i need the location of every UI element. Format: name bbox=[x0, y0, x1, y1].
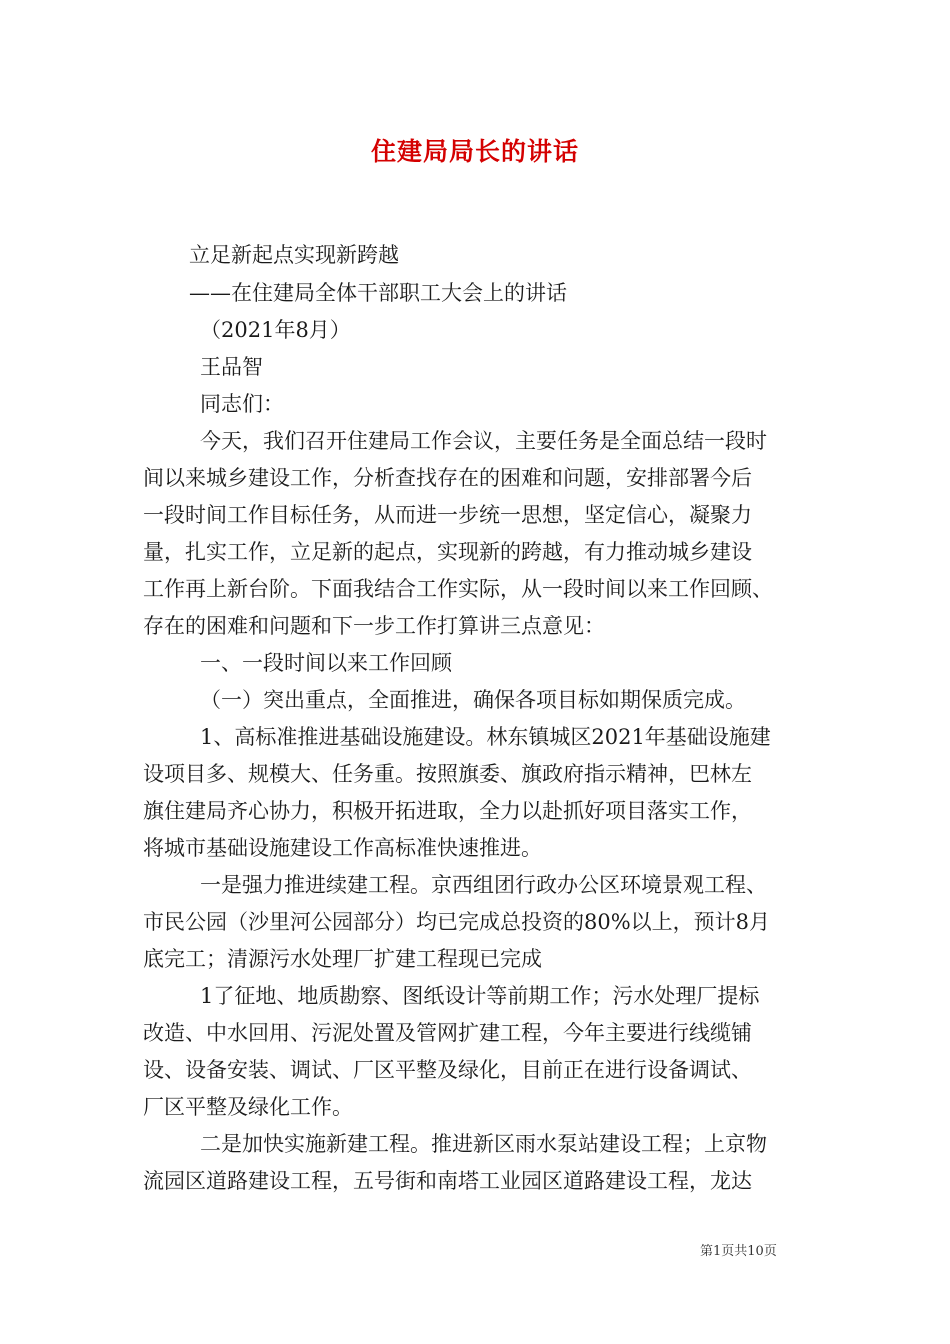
speech-date: （2021年8月） bbox=[200, 318, 351, 342]
body-line: 底完工；清源污水处理厂扩建工程现已完成 bbox=[143, 947, 542, 971]
document-title: 住建局局长的讲话 bbox=[370, 137, 579, 166]
body-line: 一段时间工作目标任务，从而进一步统一思想，坚定信心，凝聚力 bbox=[143, 503, 752, 527]
body-line: 量，扎实工作，立足新的起点，实现新的跨越，有力推动城乡建设 bbox=[143, 540, 752, 564]
speech-greeting: 同志们： bbox=[200, 392, 284, 416]
body-line: 1了征地、地质勘察、图纸设计等前期工作；污水处理厂提标 bbox=[200, 984, 760, 1008]
body-line: 流园区道路建设工程，五号街和南塔工业园区道路建设工程，龙达 bbox=[143, 1169, 752, 1193]
body-line: 工作再上新台阶。下面我结合工作实际，从一段时间以来工作回顾、 bbox=[143, 577, 773, 601]
subsection-heading: （一）突出重点，全面推进，确保各项目标如期保质完成。 bbox=[200, 688, 746, 712]
body-line: 一是强力推进续建工程。京西组团行政办公区环境景观工程、 bbox=[200, 873, 767, 897]
body-line: 厂区平整及绿化工作。 bbox=[143, 1095, 353, 1119]
section-heading: 一、一段时间以来工作回顾 bbox=[200, 651, 452, 675]
body-line: 今天，我们召开住建局工作会议，主要任务是全面总结一段时 bbox=[200, 429, 767, 453]
speech-sub-heading: ——在住建局全体干部职工大会上的讲话 bbox=[189, 281, 567, 305]
speech-author: 王品智 bbox=[200, 355, 263, 379]
speech-main-heading: 立足新起点实现新跨越 bbox=[189, 243, 399, 267]
body-line: 设、设备安装、调试、厂区平整及绿化，目前正在进行设备调试、 bbox=[143, 1058, 752, 1082]
body-line: 存在的困难和问题和下一步工作打算讲三点意见： bbox=[143, 614, 605, 638]
body-line: 将城市基础设施建设工作高标准快速推进。 bbox=[143, 836, 542, 860]
body-line: 二是加快实施新建工程。推进新区雨水泵站建设工程；上京物 bbox=[200, 1132, 767, 1156]
body-line: 市民公园（沙里河公园部分）均已完成总投资的80%以上，预计8月 bbox=[143, 910, 771, 934]
body-line: 间以来城乡建设工作，分析查找存在的困难和问题，安排部署今后 bbox=[143, 466, 752, 490]
body-line: 改造、中水回用、污泥处置及管网扩建工程，今年主要进行线缆铺 bbox=[143, 1021, 752, 1045]
body-line: 旗住建局齐心协力，积极开拓进取，全力以赴抓好项目落实工作， bbox=[143, 799, 752, 823]
body-line: 设项目多、规模大、任务重。按照旗委、旗政府指示精神，巴林左 bbox=[143, 762, 752, 786]
page-number-footer: 第1页共10页 bbox=[700, 1244, 777, 1259]
body-line: 1、高标准推进基础设施建设。林东镇城区2021年基础设施建 bbox=[200, 725, 771, 749]
